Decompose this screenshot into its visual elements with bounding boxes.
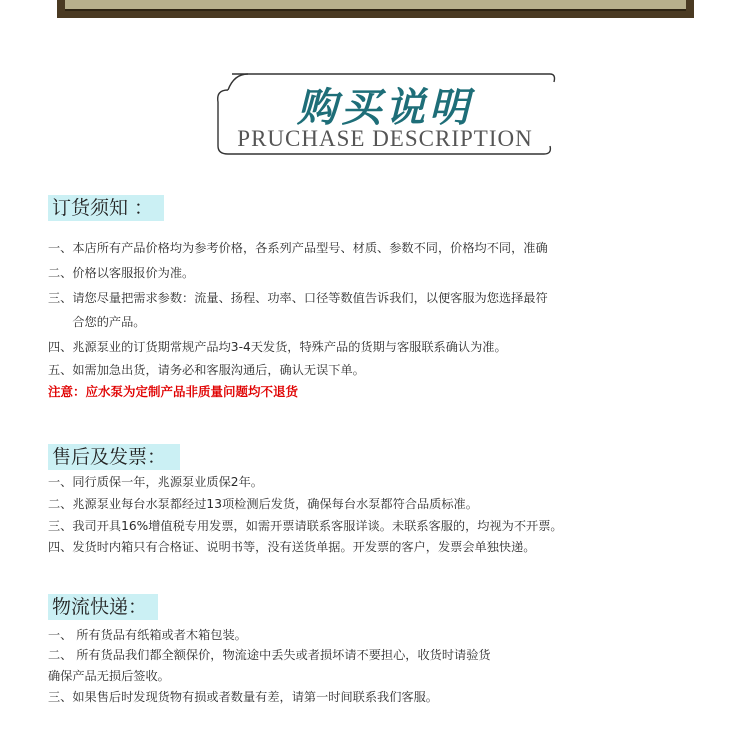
- ordering-heading: [48, 195, 164, 221]
- ordering-heading-text: 订货须知 ：: [52, 197, 154, 219]
- ordering-line-6: 五、如需加急出货，请务必和客服沟通后，确认无误下单。: [48, 363, 365, 377]
- ordering-line-2: 二、价格以客服报价为准。: [48, 266, 195, 280]
- ordering-line-3: 三、请您尽量把需求参数：流量、扬程、功率、口径等数值告诉我们，以便客服为您选择最符: [48, 291, 548, 305]
- banner-title: 购买说明: [297, 84, 473, 131]
- ordering-line-5: 四、兆源泵业的订货期常规产品均3-4天发货，特殊产品的货期与客服联系确认为准。: [48, 340, 507, 354]
- ordering-notice: 注意：应水泵为定制产品非质量问题均不退货: [48, 384, 299, 399]
- aftersales-line-4: 四、发货时内箱只有合格证、说明书等，没有送货单据。开发票的客户，发票会单独快递。: [48, 540, 536, 554]
- banner-subtitle: PRUCHASE DESCRIPTION: [237, 126, 533, 151]
- logistics-line-1: 一、 所有货品有纸箱或者木箱包装。: [48, 628, 247, 642]
- logistics-heading-text: 物流快递：: [52, 596, 148, 618]
- aftersales-heading-text: 售后及发票：: [52, 446, 167, 468]
- top-image-frame: [57, 0, 694, 18]
- purchase-banner: [214, 70, 556, 158]
- aftersales-line-1: 一、同行质保一年，兆源泵业质保2年。: [48, 475, 263, 489]
- top-image-frame-inner: [65, 0, 686, 11]
- aftersales-heading: [48, 444, 182, 470]
- aftersales-line-3: 三、我司开具16%增值税专用发票，如需开票请联系客服详谈。未联系客服的，均视为不开票。: [48, 519, 563, 533]
- logistics-line-2: 二、 所有货品我们都全额保价，物流途中丢失或者损坏请不要担心，收货时请验货: [48, 648, 491, 662]
- logistics-line-4: 三、如果售后时发现货物有损或者数量有差，请第一时间联系我们客服。: [48, 690, 438, 704]
- aftersales-line-2: 二、兆源泵业每台水泵都经过13项检测后发货，确保每台水泵都符合品质标准。: [48, 497, 478, 511]
- logistics-line-3: 确保产品无损后签收。: [48, 669, 170, 683]
- ordering-line-1: 一、本店所有产品价格均为参考价格，各系列产品型号、材质、参数不同，价格均不同，准确: [48, 241, 548, 255]
- ordering-line-4: 合您的产品。: [48, 315, 146, 329]
- logistics-heading: [48, 594, 160, 620]
